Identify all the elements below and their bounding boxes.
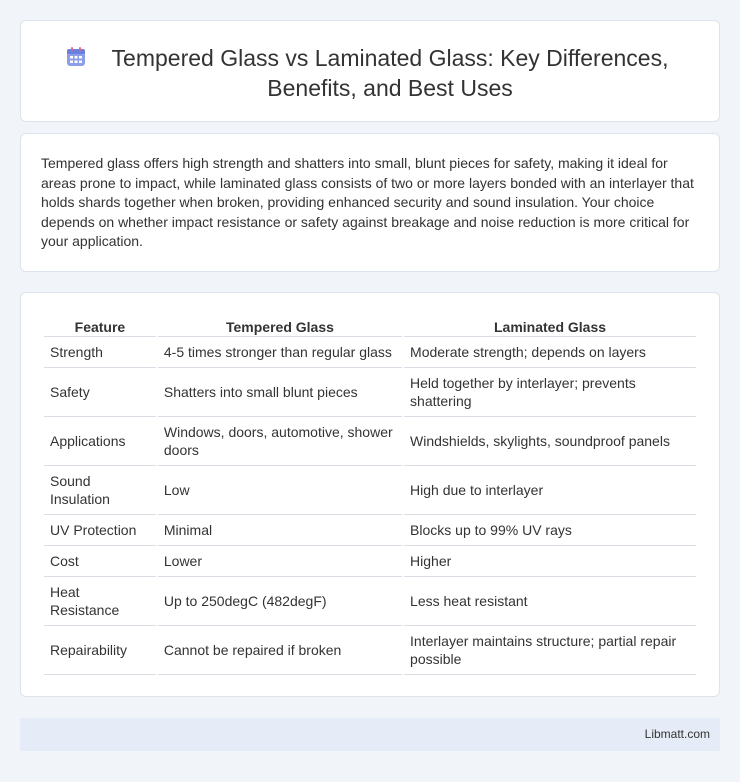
- laminated-cell: Blocks up to 99% UV rays: [404, 515, 696, 546]
- feature-cell: Safety: [44, 368, 156, 417]
- tempered-cell: Cannot be repaired if broken: [158, 626, 402, 675]
- header-tempered: Tempered Glass: [158, 316, 402, 337]
- table-row: [44, 417, 696, 466]
- table-header-row: [44, 316, 696, 337]
- tempered-cell: Windows, doors, automotive, shower doors: [158, 417, 402, 466]
- tempered-cell: Minimal: [158, 515, 402, 546]
- table-row: [44, 626, 696, 675]
- footer-site-link[interactable]: Libmatt.com: [644, 727, 710, 741]
- comparison-table: [42, 316, 698, 675]
- table-row: [44, 368, 696, 417]
- feature-cell: Repairability: [44, 626, 156, 675]
- table-row: [44, 466, 696, 515]
- header-feature: Feature: [44, 316, 156, 337]
- feature-cell: UV Protection: [44, 515, 156, 546]
- comparison-card: [20, 292, 720, 697]
- tempered-cell: 4-5 times stronger than regular glass: [158, 337, 402, 368]
- tempered-cell: Up to 250degC (482degF): [158, 577, 402, 626]
- page-title: Tempered Glass vs Laminated Glass: Key Differences, Benefits, and Best Uses: [111, 45, 669, 101]
- table-row: [44, 546, 696, 577]
- laminated-cell: Moderate strength; depends on layers: [404, 337, 696, 368]
- tempered-cell: Low: [158, 466, 402, 515]
- laminated-cell: Interlayer maintains structure; partial repair possible: [404, 626, 696, 675]
- title-card: [20, 20, 720, 122]
- table-row: [44, 577, 696, 626]
- tempered-cell: Lower: [158, 546, 402, 577]
- feature-cell: Strength: [44, 337, 156, 368]
- table-row: [44, 515, 696, 546]
- laminated-cell: High due to interlayer: [404, 466, 696, 515]
- laminated-cell: Less heat resistant: [404, 577, 696, 626]
- laminated-cell: Held together by interlayer; prevents shattering: [404, 368, 696, 417]
- feature-cell: Heat Resistance: [44, 577, 156, 626]
- footer-bar: [20, 718, 720, 751]
- laminated-cell: Higher: [404, 546, 696, 577]
- header-laminated: Laminated Glass: [404, 316, 696, 337]
- laminated-cell: Windshields, skylights, soundproof panels: [404, 417, 696, 466]
- feature-cell: Cost: [44, 546, 156, 577]
- table-row: [44, 337, 696, 368]
- intro-card: [20, 133, 720, 272]
- feature-cell: Sound Insulation: [44, 466, 156, 515]
- feature-cell: Applications: [44, 417, 156, 466]
- intro-paragraph: Tempered glass offers high strength and shatters into small, blunt pieces for safety, making it ideal for areas prone to impact, while laminated glass consists of two or more layers bonded with an interlayer that holds shards together when broken, providing enhanced security and sound insulation. Your choice depends on whether impact resistance or safety against breakage and noise reduction is more critical for your application.: [41, 155, 694, 250]
- tempered-cell: Shatters into small blunt pieces: [158, 368, 402, 417]
